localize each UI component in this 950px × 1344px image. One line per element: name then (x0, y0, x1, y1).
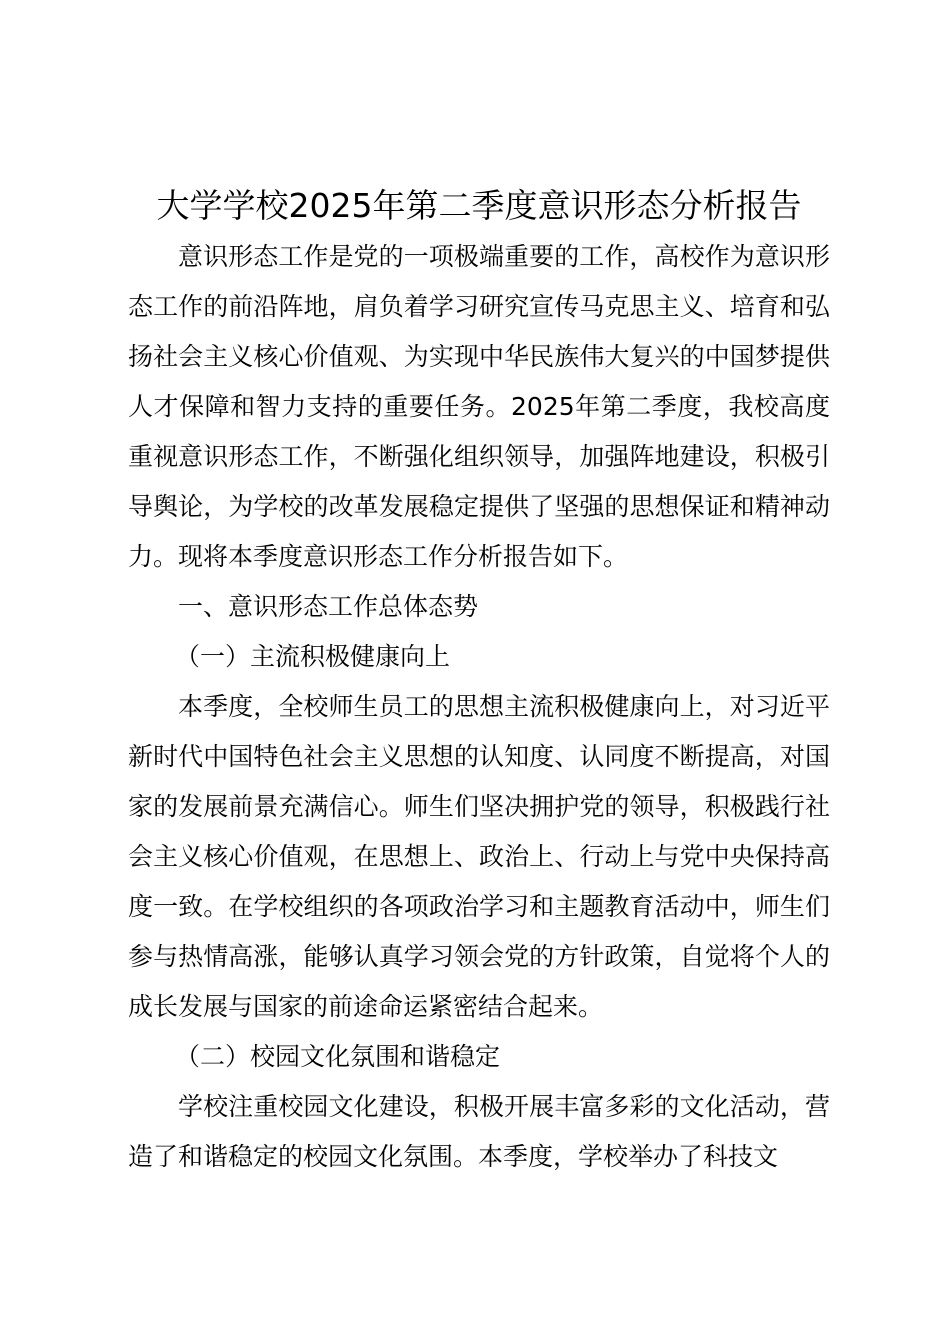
subsection-paragraph-1: 本季度，全校师生员工的思想主流积极健康向上，对习近平新时代中国特色社会主义思想的认知度、认同度不断提高，对国家的发展前景充满信心。师生们坚决拥护党的领导，积极践行社会主义核心价值观，在思想上、政治上、行动上与党中央保持高度一致。在学校组织的各项政治学习和主题教育活动中，师生们参与热情高涨，能够认真学习领会党的方针政策，自觉将个人的成长发展与国家的前途命运紧密结合起来。 (128, 692, 830, 1021)
subsection-heading-1: （一）主流积极健康向上 (175, 642, 451, 671)
intro-paragraph: 意识形态工作是党的一项极端重要的工作，高校作为意识形态工作的前沿阵地，肩负着学习研究宣传马克思主义、培育和弘扬社会主义核心价值观、为实现中华民族伟大复兴的中国梦提供人才保障和智力支持的重要任务。2025年第二季度，我校高度重视意识形态工作，不断强化组织领导，加强阵地建设，积极引导舆论，为学校的改革发展稳定提供了坚强的思想保证和精神动力。现将本季度意识形态工作分析报告如下。 (128, 242, 830, 571)
document-title: 大学学校2025年第二季度意识形态分析报告 (156, 186, 802, 225)
subsection-paragraph-2: 学校注重校园文化建设，积极开展丰富多彩的文化活动，营造了和谐稳定的校园文化氛围。本季度，学校举办了科技文 (128, 1092, 830, 1171)
subsection-heading-2: （二）校园文化氛围和谐稳定 (175, 1042, 501, 1071)
section-heading-1: 一、意识形态工作总体态势 (178, 592, 479, 621)
